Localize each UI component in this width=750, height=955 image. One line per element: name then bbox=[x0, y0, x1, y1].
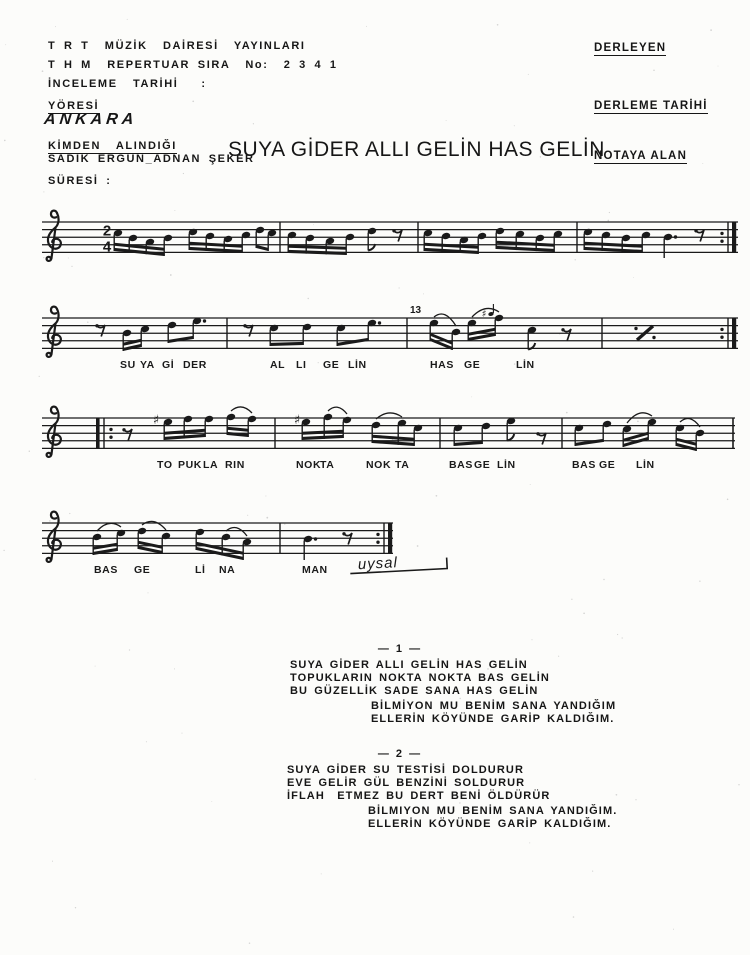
sharp-icon: ♯ bbox=[293, 413, 301, 428]
beam bbox=[227, 427, 248, 432]
beam bbox=[496, 241, 554, 247]
slur bbox=[97, 523, 121, 531]
lyric-syllable: Gİ bbox=[162, 359, 175, 371]
quarter-note bbox=[663, 233, 677, 258]
lyrics-row-1 bbox=[120, 358, 535, 371]
eighth-note bbox=[527, 326, 537, 350]
timesig-upper: 2 bbox=[102, 222, 112, 240]
lyric-syllable: NOK bbox=[366, 459, 392, 471]
note-group bbox=[163, 415, 214, 440]
yoresi-value: ANKARA bbox=[43, 111, 139, 128]
slur bbox=[328, 407, 347, 414]
lyric-syllable: GE bbox=[134, 564, 151, 576]
lyric-syllable: NOK bbox=[296, 459, 322, 471]
sharp-icon: ♯ bbox=[152, 413, 160, 428]
beam bbox=[288, 245, 346, 250]
lyric-syllable: YA bbox=[140, 359, 155, 371]
lyric-syllable: NA bbox=[219, 564, 236, 576]
collector-signature bbox=[349, 552, 447, 574]
final-thick-bar bbox=[732, 318, 736, 348]
augmentation-dot bbox=[376, 541, 379, 544]
note-group bbox=[269, 323, 312, 346]
augmentation-dot bbox=[674, 235, 677, 238]
eighth-note bbox=[367, 227, 377, 251]
beam bbox=[424, 243, 478, 249]
derleyen-label: DERLEYEN bbox=[594, 42, 667, 54]
lyric-syllable: LİN bbox=[497, 459, 516, 471]
lyric-syllable: TA bbox=[395, 459, 410, 471]
beam bbox=[256, 245, 268, 251]
repeat-start-thick bbox=[96, 418, 100, 448]
final-thick-bar bbox=[388, 523, 392, 553]
eighth-note bbox=[506, 417, 516, 441]
signature-text: uysal bbox=[357, 554, 399, 574]
augmentation-dot bbox=[109, 428, 112, 431]
treble-clef-icon bbox=[47, 211, 61, 261]
lyric-syllable: SU bbox=[120, 359, 136, 371]
note-group bbox=[423, 229, 487, 254]
note-group bbox=[92, 523, 126, 555]
lyric-syllable: LİN bbox=[516, 359, 535, 371]
suresi-label: SÜRESİ : bbox=[48, 175, 112, 187]
treble-clef-icon bbox=[47, 307, 61, 357]
beam bbox=[189, 242, 242, 248]
augmentation-dot bbox=[378, 321, 381, 324]
lyric-syllable: BAS bbox=[449, 459, 473, 471]
yoresi-label: YÖRESİ bbox=[48, 100, 100, 112]
augmentation-dot bbox=[652, 336, 655, 339]
note-group bbox=[336, 319, 381, 346]
quarter-note bbox=[303, 535, 317, 560]
beam bbox=[270, 342, 303, 346]
repertoire-number-line: T H M REPERTUAR SIRA No: 2 3 4 1 bbox=[48, 59, 338, 71]
augmentation-dot bbox=[376, 533, 379, 536]
beam bbox=[168, 336, 193, 343]
lyric-syllable: RIN bbox=[225, 459, 245, 471]
verse-1-line-1: SUYA GİDER ALLI GELİN HAS GELİN bbox=[290, 659, 528, 671]
beam bbox=[496, 246, 554, 252]
sharp-icon: ♯ bbox=[481, 309, 487, 320]
augmentation-dot bbox=[203, 319, 206, 322]
augmentation-dot bbox=[720, 328, 723, 331]
staff-system-3 bbox=[42, 407, 735, 457]
verse-1-line-3: BU GÜZELLİK SADE SANA HAS GELİN bbox=[290, 685, 539, 697]
measure-annotation: 13 bbox=[410, 305, 422, 316]
slur bbox=[231, 407, 252, 413]
lyric-syllable: TO bbox=[157, 459, 173, 471]
treble-clef-icon bbox=[47, 512, 61, 562]
lyric-syllable: LA bbox=[203, 459, 219, 471]
final-thick-bar bbox=[732, 222, 736, 252]
note-group bbox=[122, 325, 150, 351]
lyrics-row-3 bbox=[94, 563, 328, 576]
lyric-syllable: BAS bbox=[94, 564, 118, 576]
note-group bbox=[301, 407, 352, 440]
staff-system-2 bbox=[42, 304, 738, 357]
eighth-rest-icon bbox=[538, 433, 546, 445]
lyric-syllable: MAN bbox=[302, 564, 328, 576]
staff-system-1 bbox=[42, 211, 738, 261]
lyric-syllable: HAS bbox=[430, 359, 454, 371]
eighth-rest-icon bbox=[563, 329, 571, 341]
verse-2-line-2: EVE GELİR GÜL BENZİNİ SOLDURUR bbox=[287, 777, 526, 789]
lyric-syllable: PUK bbox=[178, 459, 202, 471]
beam bbox=[302, 430, 343, 435]
verse-1-heading: — 1 — bbox=[377, 643, 423, 655]
lyric-syllable: GE bbox=[599, 459, 616, 471]
note-group bbox=[495, 227, 563, 252]
lyric-syllable: GE bbox=[464, 359, 481, 371]
notaya-alan-label: NOTAYA ALAN bbox=[594, 150, 688, 162]
augmentation-dot bbox=[720, 240, 723, 243]
song-title: SUYA GİDER ALLI GELİN HAS GELİN bbox=[228, 138, 605, 161]
verse-2-heading: — 2 — bbox=[377, 748, 423, 760]
note-group bbox=[429, 314, 461, 350]
augmentation-dot bbox=[720, 336, 723, 339]
verse-1-refrain-1: BİLMİYON MU BENİM SANA YANDIĞIM bbox=[371, 700, 617, 712]
lyric-syllable: BAS bbox=[572, 459, 596, 471]
note-group bbox=[583, 228, 651, 253]
lyric-syllable: GE bbox=[474, 459, 491, 471]
publisher-line: T R T MÜZİK DAİRESİ YAYINLARI bbox=[48, 40, 306, 52]
lyric-syllable: GE bbox=[323, 359, 340, 371]
lyric-syllable: AL bbox=[270, 359, 286, 371]
beam bbox=[454, 441, 482, 446]
note-group bbox=[226, 407, 257, 437]
derleme-tarihi-label: DERLEME TARİHİ bbox=[594, 100, 708, 112]
beam bbox=[288, 250, 346, 255]
beam bbox=[302, 435, 343, 440]
verse-2-refrain-1: BİLMIYON MU BENİM SANA YANDIĞIM. bbox=[368, 805, 618, 817]
lyric-syllable: DER bbox=[183, 359, 207, 371]
staff-system-4 bbox=[42, 512, 393, 562]
note-flag bbox=[507, 434, 514, 441]
verse-2-line-3: İFLAH ETMEZ BU DERT BENİ ÖLDÜRÜR bbox=[287, 790, 551, 802]
beam bbox=[575, 439, 603, 446]
verse-2-line-1: SUYA GİDER SU TESTİSİ DOLDURUR bbox=[287, 764, 524, 776]
lyrics-row-2 bbox=[157, 458, 655, 471]
eighth-rest-icon bbox=[124, 429, 132, 441]
beam bbox=[424, 248, 478, 254]
augmentation-dot bbox=[720, 232, 723, 235]
kimden-alindigi-label: KİMDEN ALINDIĞI bbox=[48, 140, 177, 152]
beam bbox=[584, 242, 642, 248]
beam bbox=[372, 435, 414, 441]
augmentation-dot bbox=[314, 537, 317, 540]
note-group bbox=[188, 228, 251, 253]
lyric-syllable: Lİ bbox=[195, 564, 206, 576]
note-group bbox=[287, 231, 355, 255]
eighth-rest-icon bbox=[97, 325, 105, 337]
lyric-syllable: LI bbox=[296, 359, 307, 371]
verse-2-refrain-2: ELLERİN KÖYÜNDE GARİP KALDIĞIM. bbox=[368, 818, 612, 830]
augmentation-dot bbox=[109, 436, 112, 439]
lyric-syllable: LİN bbox=[348, 359, 367, 371]
verse-1-line-2: TOPUKLARIN NOKTA NOKTA BAS GELİN bbox=[290, 672, 550, 684]
note-group bbox=[195, 527, 252, 560]
treble-clef-icon bbox=[47, 407, 61, 457]
eighth-rest-icon bbox=[696, 230, 704, 242]
kimden-alindigi-value: SADIK ERGUN_ADNAN ŞEKER bbox=[48, 153, 255, 165]
eighth-rest-icon bbox=[394, 230, 402, 242]
inceleme-tarihi-line: İNCELEME TARİHİ : bbox=[48, 78, 207, 90]
beam bbox=[337, 338, 368, 346]
lyric-syllable: LİN bbox=[636, 459, 655, 471]
verse-1-refrain-2: ELLERİN KÖYÜNDE GARİP KALDIĞIM. bbox=[371, 713, 615, 725]
note-group bbox=[167, 317, 206, 343]
augmentation-dot bbox=[634, 327, 637, 330]
timesig-lower: 4 bbox=[102, 238, 112, 256]
note-group bbox=[675, 418, 705, 451]
lyric-syllable: TA bbox=[320, 459, 335, 471]
eighth-rest-icon bbox=[245, 325, 253, 337]
